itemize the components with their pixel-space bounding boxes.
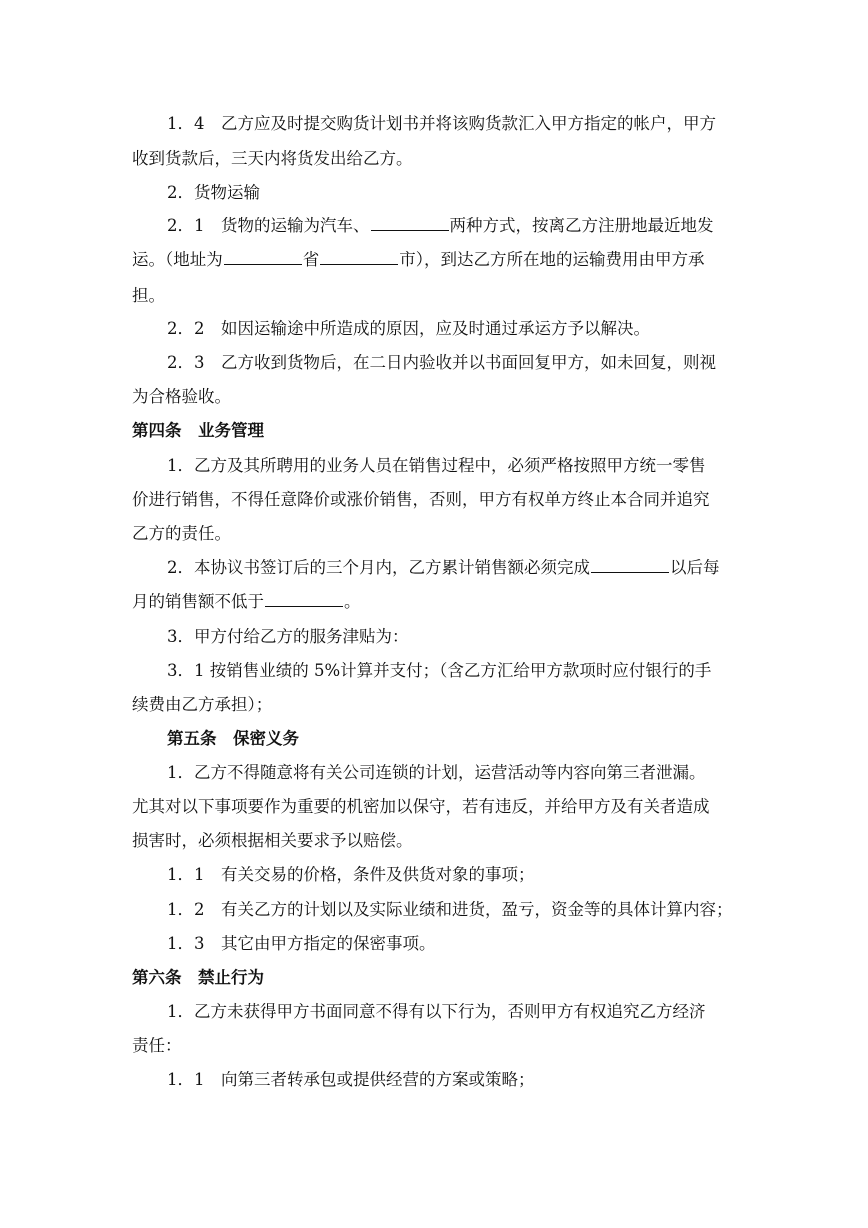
clause-1-4-line-1: 1．4 乙方应及时提交购货计划书并将该购货款汇入甲方指定的帐户，甲方 xyxy=(167,114,716,133)
sales-target-suffix: 以后每 xyxy=(670,558,720,577)
clause-1-4-line-2: 收到货款后，三天内将货发出给乙方。 xyxy=(132,149,413,168)
article-5-para-1-line-3: 损害时，必须根据相关要求予以赔偿。 xyxy=(132,831,413,850)
article-4-para-3-1-line-2: 续费由乙方承担）； xyxy=(132,695,273,714)
article-4-heading: 第四条 业务管理 xyxy=(132,421,264,440)
article-6-para-1-line-1: 1．乙方未获得甲方书面同意不得有以下行为，否则甲方有权追究乙方经济 xyxy=(167,1002,706,1021)
clause-2-1-text-a: 2．1 货物的运输为汽车、 xyxy=(167,216,370,235)
article-5-para-1-line-2: 尤其对以下事项要作为重要的机密加以保守，若有违反，并给甲方及有关者造成 xyxy=(132,797,710,816)
clause-2-1-line-1 xyxy=(167,209,714,243)
province-label: 省 xyxy=(302,250,320,269)
article-5-heading: 第五条 保密义务 xyxy=(167,729,299,748)
article-4-para-1-line-2: 价进行销售，不得任意降价或涨价销售，否则，甲方有权单方终止本合同并追究 xyxy=(132,490,710,509)
clause-2-3-line-2: 为合格验收。 xyxy=(132,387,231,406)
sales-target-text: 2．本协议书签订后的三个月内，乙方累计销售额必须完成 xyxy=(167,558,590,577)
article-4-para-2-line-2 xyxy=(132,585,361,619)
article-4-para-3-1-line-1: 3．1 按销售业绩的 5%计算并支付；（含乙方汇给甲方款项时应付银行的手 xyxy=(167,661,712,680)
clause-2-1-text-b: 两种方式，按离乙方注册地最近地发 xyxy=(449,216,714,235)
monthly-sales-text: 月的销售额不低于 xyxy=(132,592,264,611)
address-suffix: 市），到达乙方所在地的运输费用由甲方承 xyxy=(399,250,705,269)
clause-2-1-line-2 xyxy=(132,243,705,277)
article-5-item-1-3: 1．3 其它由甲方指定的保密事项。 xyxy=(167,934,436,953)
address-prefix: 运。（地址为 xyxy=(132,250,223,269)
clause-2-1-line-3: 担。 xyxy=(132,286,165,305)
article-4-para-3: 3．甲方付给乙方的服务津贴为： xyxy=(167,627,409,646)
article-4-para-1-line-1: 1．乙方及其所聘用的业务人员在销售过程中，必须严格按照甲方统一零售 xyxy=(167,456,706,475)
monthly-sales-suffix: 。 xyxy=(344,592,361,611)
article-4-para-1-line-3: 乙方的责任。 xyxy=(132,524,231,543)
article-6-heading: 第六条 禁止行为 xyxy=(132,968,264,987)
article-5-item-1-1: 1．1 有关交易的价格，条件及供货对象的事项； xyxy=(167,865,535,884)
clause-2-3-line-1: 2．3 乙方收到货物后，在二日内验收并以书面回复甲方，如未回复，则视 xyxy=(167,353,716,372)
blank-city xyxy=(320,246,398,265)
blank-transport-method xyxy=(371,212,449,231)
article-6-para-1-line-2: 责任： xyxy=(132,1036,182,1055)
article-6-item-1-1: 1．1 向第三者转承包或提供经营的方案或策略； xyxy=(167,1070,535,1089)
section-2-heading: 2．货物运输 xyxy=(167,183,260,202)
blank-monthly-sales xyxy=(265,588,343,607)
article-5-para-1-line-1: 1．乙方不得随意将有关公司连锁的计划，运营活动等内容向第三者泄漏。 xyxy=(167,763,706,782)
clause-2-2: 2．2 如因运输途中所造成的原因，应及时通过承运方予以解决。 xyxy=(167,319,650,338)
article-4-para-2-line-1 xyxy=(167,551,720,585)
blank-sales-target xyxy=(591,554,669,573)
article-5-item-1-2: 1．2 有关乙方的计划以及实际业绩和进货，盈亏，资金等的具体计算内容； xyxy=(167,900,733,919)
blank-province xyxy=(224,246,302,265)
